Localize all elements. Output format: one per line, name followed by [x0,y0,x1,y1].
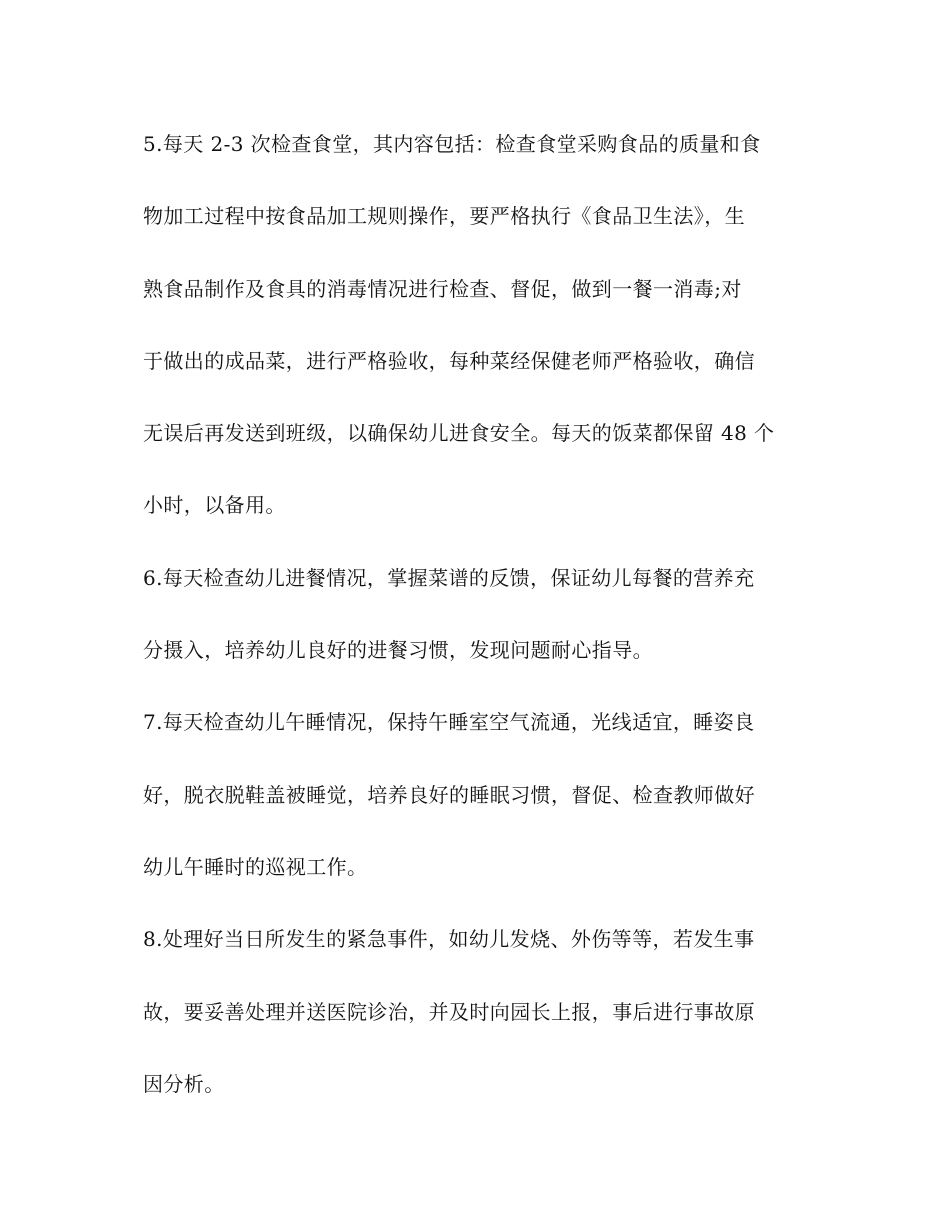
text-line-item-7-line-2: 好，脱衣脱鞋盖被睡觉，培养良好的睡眠习惯，督促、检查教师做好 [143,782,755,807]
text-line-item-5-line-2: 物加工过程中按食品加工规则操作，要严格执行《食品卫生法》，生 [143,204,745,229]
text-line-item-8-line-1: 8.处理好当日所发生的紧急事件，如幼儿发烧、外伤等等，若发生事 [143,927,755,952]
text-line-item-6-line-1: 6.每天检查幼儿进餐情况，掌握菜谱的反馈，保证幼儿每餐的营养充 [143,565,755,590]
text-line-item-8-line-2: 故，要妥善处理并送医院诊治，并及时向园长上报，事后进行事故原 [143,999,755,1024]
text-line-item-7-line-3: 幼儿午睡时的巡视工作。 [143,854,368,879]
text-line-item-5-line-4: 于做出的成品菜，进行严格验收，每种菜经保健老师严格验收，确信 [143,348,755,373]
text-line-item-6-line-2: 分摄入，培养幼儿良好的进餐习惯，发现问题耐心指导。 [143,638,653,663]
text-line-item-5-line-1: 5.每天 2-3 次检查食堂，其内容包括：检查食堂采购食品的质量和食 [143,132,761,156]
text-line-item-8-line-3: 因分析。 [143,1071,225,1096]
text-line-item-5-line-5: 无误后再发送到班级，以确保幼儿进食安全。每天的饭菜都保留 48 个 [143,421,775,446]
text-line-item-7-line-1: 7.每天检查幼儿午睡情况，保持午睡室空气流通，光线适宜，睡姿良 [143,710,755,735]
text-line-item-5-line-6: 小时，以备用。 [143,493,286,518]
document-body [143,118,807,1130]
text-line-item-5-line-3: 熟食品制作及食具的消毒情况进行检查、督促，做到一餐一消毒;对 [143,276,742,301]
